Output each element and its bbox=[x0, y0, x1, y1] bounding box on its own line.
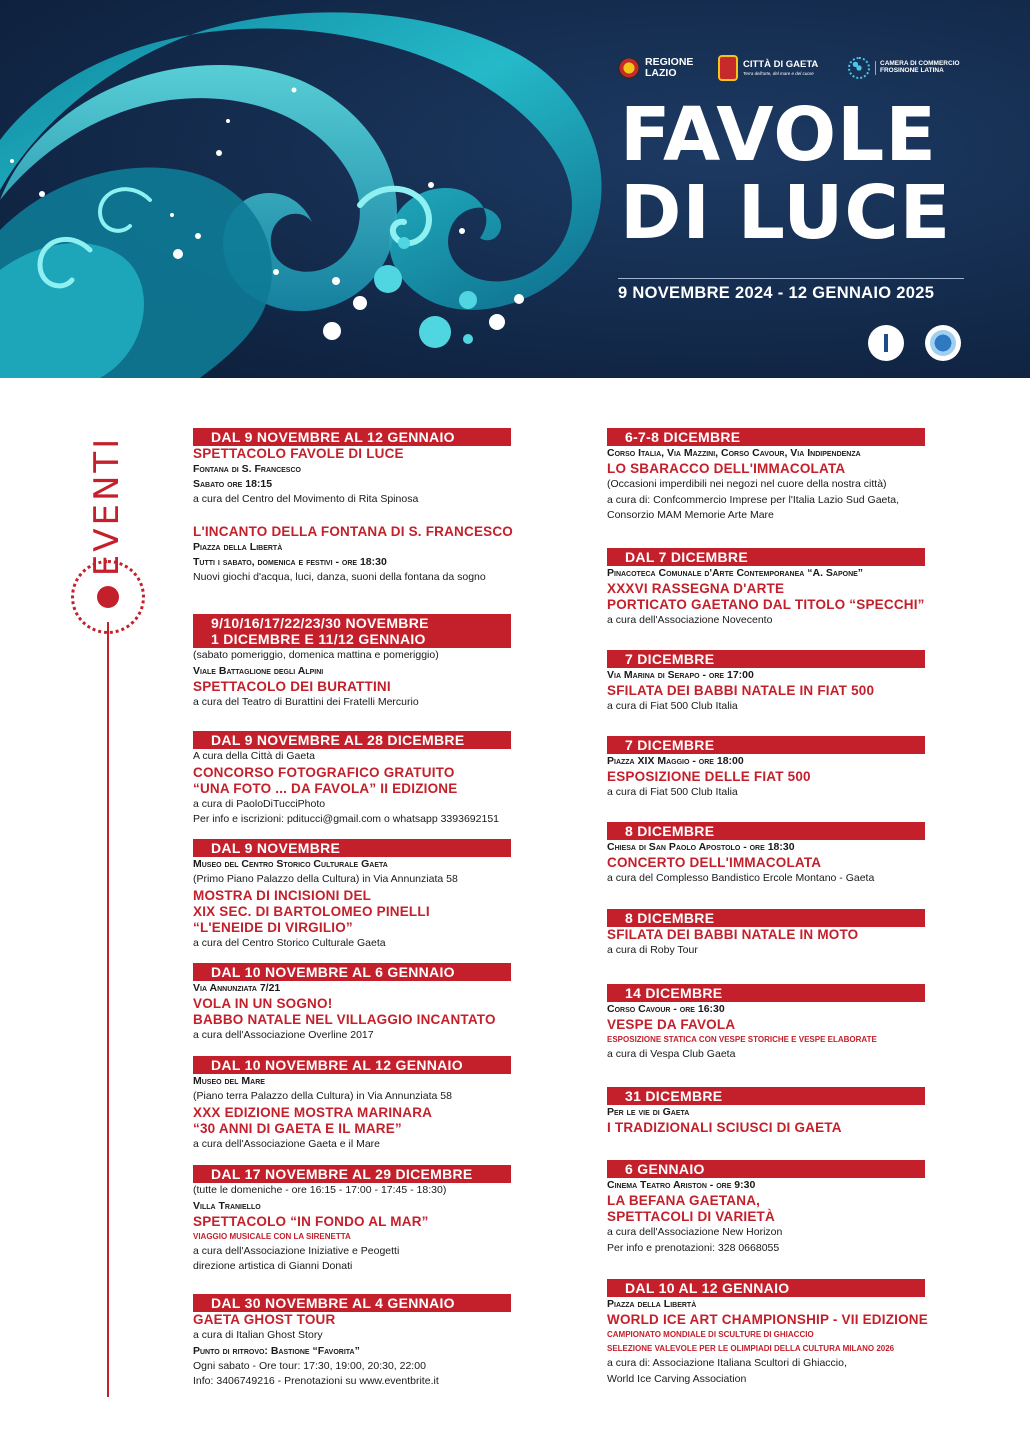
event-title: XXXVI RASSEGNA D'ARTE bbox=[607, 581, 785, 596]
event-title: SPETTACOLO DEI BURATTINI bbox=[193, 678, 391, 694]
event-location: Corso Cavour - ore 16:30 bbox=[607, 1003, 725, 1015]
event-block bbox=[607, 1087, 967, 1136]
event-organizer: a cura di Vespa Club Gaeta bbox=[607, 1048, 736, 1060]
event-block bbox=[607, 736, 967, 801]
red-dot-icon bbox=[97, 586, 119, 608]
event-date-line-2: 1 DICEMBRE E 11/12 GENNAIO bbox=[211, 631, 426, 647]
event-organizer: a cura del Centro Storico Culturale Gaeta bbox=[193, 936, 386, 949]
event-location: Viale Battaglione degli Alpini bbox=[193, 664, 324, 677]
event-date: DAL 10 NOVEMBRE AL 6 GENNAIO bbox=[211, 964, 455, 980]
event-location: Punto di ritrovo: Bastione “Favorita” bbox=[193, 1344, 360, 1357]
round-seal-badge-icon bbox=[925, 325, 961, 361]
poster-header bbox=[0, 0, 1030, 378]
event-date: 9/10/16/17/22/23/30 NOVEMBRE bbox=[211, 615, 429, 631]
date-divider bbox=[618, 278, 964, 279]
event-title: PORTICATO GAETANO DAL TITOLO “SPECCHI” bbox=[607, 597, 925, 612]
event-organizer: a cura del Teatro di Burattini dei Fratelli Mercurio bbox=[193, 695, 419, 708]
event-detail: (Piano terra Palazzo della Cultura) in Via Annunziata 58 bbox=[193, 1090, 452, 1102]
event-block bbox=[193, 1294, 553, 1390]
lighthouse-badge-icon bbox=[868, 325, 904, 361]
event-organizer: a cura di Roby Tour bbox=[607, 944, 698, 956]
event-detail: Per info e prenotazioni: 328 0668055 bbox=[607, 1241, 780, 1254]
event-title: BABBO NATALE NEL VILLAGGIO INCANTATO bbox=[193, 1012, 496, 1027]
event-date: DAL 17 NOVEMBRE AL 29 DICEMBRE bbox=[211, 1166, 473, 1182]
event-date: 6-7-8 DICEMBRE bbox=[625, 429, 741, 445]
event-date: 6 GENNAIO bbox=[625, 1161, 705, 1177]
event-block bbox=[193, 428, 553, 585]
gaeta-logo-name: CITTÀ DI GAETA bbox=[743, 58, 819, 70]
event-block bbox=[607, 428, 967, 524]
event-title: MOSTRA DI INCISIONI DEL bbox=[193, 887, 372, 903]
event-date-bar bbox=[607, 822, 925, 840]
gaeta-crest-icon bbox=[718, 55, 738, 81]
event-organizer: a cura dell'Associazione Gaeta e il Mare bbox=[193, 1137, 381, 1150]
event-date: 7 DICEMBRE bbox=[625, 737, 715, 753]
event-block bbox=[193, 1056, 553, 1152]
event-date-bar bbox=[193, 428, 511, 446]
event-title: SPETTACOLO “IN FONDO AL MAR” bbox=[193, 1213, 429, 1229]
timeline-line bbox=[107, 622, 109, 1397]
event-location: Tutti i sabato, domenica e festivi - ore 18:30 bbox=[193, 555, 387, 568]
event-date: DAL 10 NOVEMBRE AL 12 GENNAIO bbox=[211, 1057, 463, 1073]
event-date: DAL 10 AL 12 GENNAIO bbox=[625, 1280, 790, 1296]
event-location: Cinema Teatro Ariston - ore 9:30 bbox=[607, 1179, 756, 1191]
event-date: 8 DICEMBRE bbox=[625, 823, 715, 839]
event-date: 7 DICEMBRE bbox=[625, 651, 715, 667]
event-location: Villa Traniello bbox=[193, 1199, 261, 1212]
event-organizer: a cura di PaoloDiTucciPhoto bbox=[193, 797, 326, 810]
event-location: Museo del Mare bbox=[193, 1075, 265, 1087]
event-date-bar bbox=[607, 1160, 925, 1178]
event-date: DAL 9 NOVEMBRE AL 12 GENNAIO bbox=[211, 429, 455, 445]
event-location: Fontana di S. Francesco bbox=[193, 463, 301, 475]
event-organizer: a cura dell'Associazione Iniziative e Peogetti bbox=[193, 1244, 400, 1257]
event-date: DAL 9 NOVEMBRE AL 28 DICEMBRE bbox=[211, 732, 465, 748]
event-title: VESPE DA FAVOLA bbox=[607, 1017, 736, 1032]
event-date-bar bbox=[607, 428, 925, 446]
event-location: Via Marina di Serapo - ore 17:00 bbox=[607, 669, 754, 681]
event-organizer: a cura dell'Associazione New Horizon bbox=[607, 1226, 783, 1238]
event-detail: Consorzio MAM Memorie Arte Mare bbox=[607, 509, 774, 521]
event-date: 31 DICEMBRE bbox=[625, 1088, 723, 1104]
event-title: CONCERTO DELL'IMMACOLATA bbox=[607, 855, 822, 870]
event-title: L'INCANTO DELLA FONTANA DI S. FRANCESCO bbox=[193, 523, 514, 539]
event-organizer: a cura del Complesso Bandistico Ercole Montano - Gaeta bbox=[607, 872, 875, 884]
event-title: SPETTACOLO FAVOLE DI LUCE bbox=[193, 446, 404, 461]
event-title: I TRADIZIONALI SCIUSCI DI GAETA bbox=[607, 1120, 842, 1135]
event-title: SFILATA DEI BABBI NATALE IN MOTO bbox=[607, 927, 859, 942]
event-title: “30 ANNI DI GAETA E IL MARE” bbox=[193, 1120, 402, 1136]
event-title: LA BEFANA GAETANA, bbox=[607, 1193, 761, 1208]
event-detail: Per info e iscrizioni: pditucci@gmail.com o whatsapp 3393692151 bbox=[193, 813, 499, 825]
event-location: Sabato ore 18:15 bbox=[193, 478, 273, 490]
event-date-bar bbox=[607, 736, 925, 754]
event-title: LO SBARACCO DELL'IMMACOLATA bbox=[607, 461, 846, 476]
event-detail: (sabato pomeriggio, domenica mattina e pomeriggio) bbox=[193, 649, 439, 661]
event-subtitle: SELEZIONE VALEVOLE PER LE OLIMPIADI DELLA CULTURA MILANO 2026 bbox=[607, 1344, 895, 1353]
event-location: Piazza XIX Maggio - ore 18:00 bbox=[607, 755, 744, 767]
event-block bbox=[193, 614, 553, 710]
event-title: SFILATA DEI BABBI NATALE IN FIAT 500 bbox=[607, 683, 875, 698]
citta-di-gaeta-logo bbox=[718, 50, 818, 86]
event-organizer: a cura di: Associazione Italiana Scultori di Ghiaccio, bbox=[607, 1357, 847, 1369]
event-date-bar bbox=[193, 1056, 511, 1074]
event-organizer: a cura dell'Associazione Novecento bbox=[607, 614, 773, 626]
event-date-bar bbox=[607, 984, 925, 1002]
event-block bbox=[607, 909, 967, 959]
event-block bbox=[607, 984, 967, 1063]
regione-lazio-emblem-icon bbox=[618, 57, 640, 79]
event-date-bar bbox=[193, 1165, 511, 1183]
event-location: Museo del Centro Storico Culturale Gaeta bbox=[193, 858, 388, 870]
title-line-1: FAVOLE bbox=[620, 92, 937, 178]
event-date: DAL 7 DICEMBRE bbox=[625, 549, 748, 565]
event-title: XXX EDIZIONE MOSTRA MARINARA bbox=[193, 1104, 433, 1120]
spacer bbox=[193, 508, 553, 524]
event-date-bar bbox=[607, 548, 925, 566]
eventi-side-label: EVENTI bbox=[87, 435, 127, 577]
event-date-bar bbox=[607, 650, 925, 668]
event-detail: Info: 3406749216 - Prenotazioni su www.eventbrite.it bbox=[193, 1375, 439, 1387]
event-organizer: a cura di Fiat 500 Club Italia bbox=[607, 786, 738, 798]
event-detail: Ogni sabato - Ore tour: 17:30, 19:00, 20:30, 22:00 bbox=[193, 1359, 426, 1372]
event-title: ESPOSIZIONE DELLE FIAT 500 bbox=[607, 769, 811, 784]
event-organizer: a cura di Fiat 500 Club Italia bbox=[607, 700, 738, 712]
regione-lazio-logo: REGIONE LAZIO bbox=[618, 50, 695, 86]
event-title: CONCORSO FOTOGRAFICO GRATUITO bbox=[193, 764, 455, 780]
event-title: “L'ENEIDE DI VIRGILIO” bbox=[193, 919, 353, 935]
gaeta-logo-motto: Terra dell'arte, del mare e del cuore bbox=[743, 70, 814, 76]
event-location: Piazza della Libertà bbox=[193, 540, 283, 553]
event-title: XIX SEC. DI BARTOLOMEO PINELLI bbox=[193, 903, 430, 919]
event-location: Per le vie di Gaeta bbox=[607, 1106, 690, 1118]
sponsor-logos bbox=[612, 50, 972, 86]
event-title: GAETA GHOST TOUR bbox=[193, 1312, 336, 1327]
event-organizer: a cura del Centro del Movimento di Rita Spinosa bbox=[193, 493, 419, 505]
event-subtitle: CAMPIONATO MONDIALE DI SCULTURE DI GHIACCIO bbox=[607, 1330, 814, 1339]
event-detail: direzione artistica di Gianni Donati bbox=[193, 1260, 353, 1272]
event-date-bar bbox=[607, 909, 925, 927]
camera-commercio-emblem-icon bbox=[848, 57, 870, 79]
event-subtitle: VIAGGIO MUSICALE CON LA SIRENETTA bbox=[193, 1231, 351, 1241]
event-detail: (Occasioni imperdibili nei negozi nel cuore della nostra città) bbox=[607, 478, 887, 490]
event-organizer: a cura dell'Associazione Overline 2017 bbox=[193, 1029, 374, 1041]
event-date: DAL 9 NOVEMBRE bbox=[211, 840, 341, 856]
event-date: 14 DICEMBRE bbox=[625, 985, 723, 1001]
event-date-bar bbox=[193, 1294, 511, 1312]
camera-commercio-logo: CAMERA DI COMMERCIO FROSINONE LATINA bbox=[848, 50, 961, 86]
event-block bbox=[193, 963, 553, 1044]
event-date-bar bbox=[607, 1087, 925, 1105]
event-title: “UNA FOTO ... DA FAVOLA” II EDIZIONE bbox=[193, 780, 458, 796]
event-title: WORLD ICE ART CHAMPIONSHIP - VII EDIZIONE bbox=[607, 1312, 928, 1327]
event-detail: A cura della Città di Gaeta bbox=[193, 750, 315, 762]
event-date: DAL 30 NOVEMBRE AL 4 GENNAIO bbox=[211, 1295, 455, 1311]
event-subtitle: ESPOSIZIONE STATICA CON VESPE STORICHE E VESPE ELABORATE bbox=[607, 1035, 877, 1044]
event-title: SPETTACOLI DI VARIETÀ bbox=[607, 1209, 775, 1224]
event-block bbox=[607, 1160, 967, 1256]
event-date-bar bbox=[193, 963, 511, 981]
title-line-2: DI LUCE bbox=[620, 170, 952, 256]
event-location: Via Annunziata 7/21 bbox=[193, 982, 281, 994]
event-location: Piazza della Libertà bbox=[607, 1298, 697, 1310]
event-date: 8 DICEMBRE bbox=[625, 910, 715, 926]
event-block bbox=[193, 1165, 553, 1275]
event-dates: 9 NOVEMBRE 2024 - 12 GENNAIO 2025 bbox=[618, 284, 935, 302]
event-location: Pinacoteca Comunale d'Arte Contemporanea “A. Sapone” bbox=[607, 567, 864, 579]
event-date-bar bbox=[193, 839, 511, 857]
event-date-bar bbox=[193, 614, 511, 648]
event-detail: (tutte le domeniche - ore 16:15 - 17:00 - 17:45 - 18:30) bbox=[193, 1184, 447, 1196]
event-date-bar bbox=[607, 1279, 925, 1297]
event-detail: World Ice Carving Association bbox=[607, 1372, 747, 1385]
event-block bbox=[607, 548, 967, 629]
event-block bbox=[193, 731, 553, 828]
event-title: VOLA IN UN SOGNO! bbox=[193, 996, 333, 1011]
event-organizer: a cura di Italian Ghost Story bbox=[193, 1329, 323, 1341]
event-detail: Nuovi giochi d'acqua, luci, danza, suoni della fontana da sogno bbox=[193, 570, 486, 583]
event-block bbox=[193, 839, 553, 951]
event-block bbox=[607, 822, 967, 887]
poster-title bbox=[620, 92, 970, 256]
event-block bbox=[607, 650, 967, 715]
event-location: Chiesa di San Paolo Apostolo - ore 18:30 bbox=[607, 841, 795, 853]
event-location: Corso Italia, Via Mazzini, Corso Cavour, Via Indipendenza bbox=[607, 447, 861, 459]
event-block bbox=[607, 1279, 967, 1387]
event-organizer: a cura di: Confcommercio Imprese per l'Italia Lazio Sud Gaeta, bbox=[607, 493, 900, 506]
event-detail: (Primo Piano Palazzo della Cultura) in Via Annunziata 58 bbox=[193, 873, 458, 885]
event-date-bar bbox=[193, 731, 511, 749]
